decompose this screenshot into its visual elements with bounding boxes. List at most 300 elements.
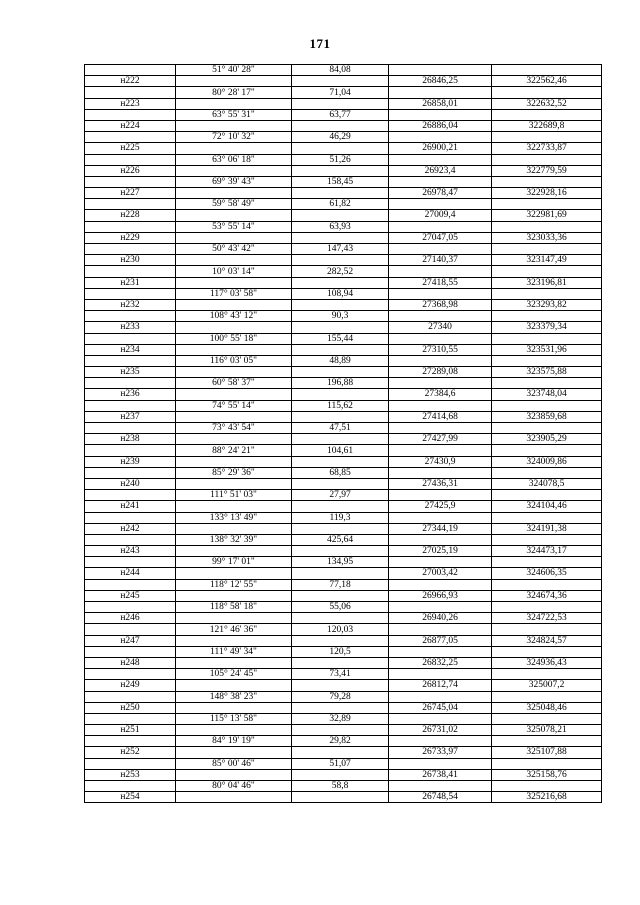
y-coordinate-cell bbox=[492, 781, 602, 792]
y-coordinate-cell bbox=[492, 713, 602, 724]
table-row bbox=[85, 188, 602, 199]
segment-length-cell bbox=[292, 523, 389, 534]
segment-length-cell: 71,04 bbox=[292, 87, 389, 98]
direction-angle-cell: 69° 39' 43" bbox=[176, 176, 292, 187]
x-coordinate-cell: 26738,41 bbox=[389, 769, 492, 780]
segment-length-cell bbox=[292, 657, 389, 668]
segment-length-cell bbox=[292, 299, 389, 310]
direction-angle-cell bbox=[176, 165, 292, 176]
segment-length-cell bbox=[292, 478, 389, 489]
direction-angle-cell bbox=[176, 255, 292, 266]
y-coordinate-cell: 325216,68 bbox=[492, 792, 602, 803]
y-coordinate-cell bbox=[492, 579, 602, 590]
point-name-cell: н224 bbox=[85, 120, 176, 131]
table-row bbox=[85, 221, 602, 232]
x-coordinate-cell bbox=[389, 378, 492, 389]
y-coordinate-cell: 323293,82 bbox=[492, 299, 602, 310]
x-coordinate-cell: 26940,26 bbox=[389, 613, 492, 624]
segment-length-cell bbox=[292, 546, 389, 557]
x-coordinate-cell bbox=[389, 221, 492, 232]
table-row bbox=[85, 210, 602, 221]
x-coordinate-cell bbox=[389, 355, 492, 366]
y-coordinate-cell bbox=[492, 467, 602, 478]
y-coordinate-cell bbox=[492, 87, 602, 98]
y-coordinate-cell: 324606,35 bbox=[492, 568, 602, 579]
x-coordinate-cell: 27289,08 bbox=[389, 367, 492, 378]
table-row bbox=[85, 87, 602, 98]
table-row bbox=[85, 501, 602, 512]
table-row bbox=[85, 713, 602, 724]
direction-angle-cell bbox=[176, 76, 292, 87]
direction-angle-cell bbox=[176, 456, 292, 467]
table-row bbox=[85, 702, 602, 713]
direction-angle-cell bbox=[176, 344, 292, 355]
y-coordinate-cell bbox=[492, 423, 602, 434]
x-coordinate-cell bbox=[389, 445, 492, 456]
x-coordinate-cell bbox=[389, 87, 492, 98]
y-coordinate-cell: 324936,43 bbox=[492, 657, 602, 668]
point-name-cell: н236 bbox=[85, 389, 176, 400]
direction-angle-cell: 85° 29' 36" bbox=[176, 467, 292, 478]
y-coordinate-cell: 324824,57 bbox=[492, 635, 602, 646]
y-coordinate-cell bbox=[492, 378, 602, 389]
y-coordinate-cell: 325007,2 bbox=[492, 680, 602, 691]
table-row bbox=[85, 613, 602, 624]
point-name-cell bbox=[85, 65, 176, 76]
y-coordinate-cell: 323531,96 bbox=[492, 344, 602, 355]
y-coordinate-cell: 323748,04 bbox=[492, 389, 602, 400]
x-coordinate-cell: 27025,19 bbox=[389, 546, 492, 557]
point-name-cell: н254 bbox=[85, 792, 176, 803]
x-coordinate-cell: 27436,31 bbox=[389, 478, 492, 489]
y-coordinate-cell bbox=[492, 400, 602, 411]
table-row bbox=[85, 747, 602, 758]
direction-angle-cell: 148° 38' 23" bbox=[176, 691, 292, 702]
table-row bbox=[85, 411, 602, 422]
point-name-cell bbox=[85, 758, 176, 769]
table-row bbox=[85, 725, 602, 736]
segment-length-cell: 425,64 bbox=[292, 534, 389, 545]
segment-length-cell: 79,28 bbox=[292, 691, 389, 702]
direction-angle-cell bbox=[176, 702, 292, 713]
x-coordinate-cell: 27009,4 bbox=[389, 210, 492, 221]
direction-angle-cell: 111° 51' 03" bbox=[176, 490, 292, 501]
table-row bbox=[85, 154, 602, 165]
y-coordinate-cell bbox=[492, 311, 602, 322]
segment-length-cell bbox=[292, 456, 389, 467]
y-coordinate-cell: 323905,29 bbox=[492, 434, 602, 445]
table-row bbox=[85, 311, 602, 322]
x-coordinate-cell bbox=[389, 713, 492, 724]
y-coordinate-cell: 322779,59 bbox=[492, 165, 602, 176]
table-row bbox=[85, 98, 602, 109]
direction-angle-cell bbox=[176, 523, 292, 534]
point-name-cell: н229 bbox=[85, 232, 176, 243]
point-name-cell bbox=[85, 423, 176, 434]
point-name-cell bbox=[85, 579, 176, 590]
table-row bbox=[85, 669, 602, 680]
direction-angle-cell bbox=[176, 747, 292, 758]
y-coordinate-cell: 323379,34 bbox=[492, 322, 602, 333]
y-coordinate-cell: 323147,49 bbox=[492, 255, 602, 266]
segment-length-cell: 51,07 bbox=[292, 758, 389, 769]
page-number: 171 bbox=[309, 36, 331, 51]
direction-angle-cell: 117° 03' 58" bbox=[176, 288, 292, 299]
segment-length-cell bbox=[292, 188, 389, 199]
table-row bbox=[85, 143, 602, 154]
direction-angle-cell: 116° 03' 05" bbox=[176, 355, 292, 366]
x-coordinate-cell: 26886,04 bbox=[389, 120, 492, 131]
x-coordinate-cell: 26858,01 bbox=[389, 98, 492, 109]
y-coordinate-cell: 324104,46 bbox=[492, 501, 602, 512]
x-coordinate-cell: 27425,9 bbox=[389, 501, 492, 512]
y-coordinate-cell: 325078,21 bbox=[492, 725, 602, 736]
point-name-cell: н237 bbox=[85, 411, 176, 422]
point-name-cell bbox=[85, 87, 176, 98]
table-row bbox=[85, 266, 602, 277]
point-name-cell bbox=[85, 109, 176, 120]
direction-angle-cell bbox=[176, 792, 292, 803]
x-coordinate-cell: 26923,4 bbox=[389, 165, 492, 176]
table-row bbox=[85, 76, 602, 87]
segment-length-cell bbox=[292, 76, 389, 87]
direction-angle-cell: 59° 58' 49" bbox=[176, 199, 292, 210]
segment-length-cell: 282,52 bbox=[292, 266, 389, 277]
table-row bbox=[85, 490, 602, 501]
segment-length-cell: 84,08 bbox=[292, 65, 389, 76]
table-row bbox=[85, 546, 602, 557]
x-coordinate-cell bbox=[389, 624, 492, 635]
point-name-cell: н251 bbox=[85, 725, 176, 736]
x-coordinate-cell bbox=[389, 288, 492, 299]
direction-angle-cell: 63° 55' 31" bbox=[176, 109, 292, 120]
x-coordinate-cell: 26812,74 bbox=[389, 680, 492, 691]
y-coordinate-cell: 324473,17 bbox=[492, 546, 602, 557]
point-name-cell bbox=[85, 646, 176, 657]
table-row bbox=[85, 792, 602, 803]
point-name-cell: н246 bbox=[85, 613, 176, 624]
direction-angle-cell: 51° 40' 28" bbox=[176, 65, 292, 76]
point-name-cell: н230 bbox=[85, 255, 176, 266]
y-coordinate-cell bbox=[492, 355, 602, 366]
table-row bbox=[85, 244, 602, 255]
direction-angle-cell: 73° 43' 54" bbox=[176, 423, 292, 434]
y-coordinate-cell bbox=[492, 221, 602, 232]
table-row bbox=[85, 736, 602, 747]
table-row bbox=[85, 512, 602, 523]
table-row bbox=[85, 434, 602, 445]
direction-angle-cell bbox=[176, 277, 292, 288]
direction-angle-cell bbox=[176, 232, 292, 243]
segment-length-cell: 108,94 bbox=[292, 288, 389, 299]
table-row bbox=[85, 132, 602, 143]
point-name-cell bbox=[85, 333, 176, 344]
direction-angle-cell: 80° 28' 17" bbox=[176, 87, 292, 98]
x-coordinate-cell bbox=[389, 199, 492, 210]
segment-length-cell bbox=[292, 277, 389, 288]
point-name-cell: н228 bbox=[85, 210, 176, 221]
x-coordinate-cell bbox=[389, 333, 492, 344]
point-name-cell: н234 bbox=[85, 344, 176, 355]
point-name-cell bbox=[85, 557, 176, 568]
x-coordinate-cell: 26731,02 bbox=[389, 725, 492, 736]
direction-angle-cell: 138° 32' 39" bbox=[176, 534, 292, 545]
table-row bbox=[85, 199, 602, 210]
direction-angle-cell: 88° 24' 21" bbox=[176, 445, 292, 456]
x-coordinate-cell bbox=[389, 512, 492, 523]
table-row bbox=[85, 657, 602, 668]
segment-length-cell bbox=[292, 255, 389, 266]
point-name-cell bbox=[85, 378, 176, 389]
direction-angle-cell: 80° 04' 46" bbox=[176, 781, 292, 792]
x-coordinate-cell bbox=[389, 244, 492, 255]
segment-length-cell: 68,85 bbox=[292, 467, 389, 478]
table-row bbox=[85, 367, 602, 378]
point-name-cell: н240 bbox=[85, 478, 176, 489]
y-coordinate-cell bbox=[492, 176, 602, 187]
table-row bbox=[85, 456, 602, 467]
direction-angle-cell bbox=[176, 635, 292, 646]
direction-angle-cell: 105° 24' 45" bbox=[176, 669, 292, 680]
segment-length-cell bbox=[292, 232, 389, 243]
direction-angle-cell bbox=[176, 143, 292, 154]
point-name-cell: н245 bbox=[85, 590, 176, 601]
x-coordinate-cell: 27140,37 bbox=[389, 255, 492, 266]
y-coordinate-cell: 324078,5 bbox=[492, 478, 602, 489]
point-name-cell bbox=[85, 288, 176, 299]
table-row bbox=[85, 176, 602, 187]
table-row bbox=[85, 344, 602, 355]
y-coordinate-cell bbox=[492, 154, 602, 165]
coordinates-table-body bbox=[85, 65, 602, 803]
direction-angle-cell bbox=[176, 98, 292, 109]
point-name-cell bbox=[85, 602, 176, 613]
point-name-cell: н242 bbox=[85, 523, 176, 534]
point-name-cell: н238 bbox=[85, 434, 176, 445]
table-row bbox=[85, 602, 602, 613]
direction-angle-cell bbox=[176, 120, 292, 131]
table-row bbox=[85, 378, 602, 389]
segment-length-cell: 155,44 bbox=[292, 333, 389, 344]
table-row bbox=[85, 277, 602, 288]
y-coordinate-cell: 322689,8 bbox=[492, 120, 602, 131]
y-coordinate-cell: 323196,81 bbox=[492, 277, 602, 288]
point-name-cell bbox=[85, 176, 176, 187]
x-coordinate-cell bbox=[389, 691, 492, 702]
segment-length-cell bbox=[292, 98, 389, 109]
point-name-cell bbox=[85, 691, 176, 702]
y-coordinate-cell bbox=[492, 490, 602, 501]
x-coordinate-cell: 26846,25 bbox=[389, 76, 492, 87]
y-coordinate-cell: 323033,36 bbox=[492, 232, 602, 243]
point-name-cell: н233 bbox=[85, 322, 176, 333]
direction-angle-cell bbox=[176, 322, 292, 333]
direction-angle-cell: 74° 55' 14" bbox=[176, 400, 292, 411]
x-coordinate-cell: 26748,54 bbox=[389, 792, 492, 803]
direction-angle-cell: 118° 12' 55" bbox=[176, 579, 292, 590]
x-coordinate-cell: 27003,42 bbox=[389, 568, 492, 579]
x-coordinate-cell: 26978,47 bbox=[389, 188, 492, 199]
point-name-cell bbox=[85, 311, 176, 322]
x-coordinate-cell bbox=[389, 557, 492, 568]
point-name-cell: н222 bbox=[85, 76, 176, 87]
point-name-cell: н252 bbox=[85, 747, 176, 758]
table-row bbox=[85, 680, 602, 691]
direction-angle-cell: 84° 19' 19" bbox=[176, 736, 292, 747]
table-row bbox=[85, 109, 602, 120]
point-name-cell bbox=[85, 132, 176, 143]
direction-angle-cell: 118° 58' 18" bbox=[176, 602, 292, 613]
direction-angle-cell bbox=[176, 590, 292, 601]
point-name-cell: н226 bbox=[85, 165, 176, 176]
segment-length-cell bbox=[292, 590, 389, 601]
segment-length-cell: 77,18 bbox=[292, 579, 389, 590]
direction-angle-cell: 85° 00' 46" bbox=[176, 758, 292, 769]
point-name-cell: н244 bbox=[85, 568, 176, 579]
x-coordinate-cell bbox=[389, 490, 492, 501]
x-coordinate-cell: 26745,04 bbox=[389, 702, 492, 713]
y-coordinate-cell bbox=[492, 534, 602, 545]
y-coordinate-cell: 323859,68 bbox=[492, 411, 602, 422]
y-coordinate-cell bbox=[492, 602, 602, 613]
segment-length-cell: 27,97 bbox=[292, 490, 389, 501]
point-name-cell bbox=[85, 490, 176, 501]
point-name-cell bbox=[85, 244, 176, 255]
segment-length-cell bbox=[292, 613, 389, 624]
y-coordinate-cell: 324722,53 bbox=[492, 613, 602, 624]
x-coordinate-cell bbox=[389, 423, 492, 434]
x-coordinate-cell bbox=[389, 109, 492, 120]
x-coordinate-cell bbox=[389, 579, 492, 590]
table-row bbox=[85, 120, 602, 131]
table-row bbox=[85, 467, 602, 478]
segment-length-cell bbox=[292, 434, 389, 445]
segment-length-cell: 61,82 bbox=[292, 199, 389, 210]
table-row bbox=[85, 423, 602, 434]
x-coordinate-cell bbox=[389, 736, 492, 747]
y-coordinate-cell bbox=[492, 109, 602, 120]
segment-length-cell bbox=[292, 725, 389, 736]
segment-length-cell bbox=[292, 143, 389, 154]
direction-angle-cell: 72° 10' 32" bbox=[176, 132, 292, 143]
y-coordinate-cell: 325158,76 bbox=[492, 769, 602, 780]
y-coordinate-cell bbox=[492, 244, 602, 255]
table-row bbox=[85, 445, 602, 456]
table-row bbox=[85, 758, 602, 769]
point-name-cell: н231 bbox=[85, 277, 176, 288]
coordinates-table bbox=[84, 64, 602, 803]
segment-length-cell bbox=[292, 411, 389, 422]
segment-length-cell: 104,61 bbox=[292, 445, 389, 456]
point-name-cell bbox=[85, 355, 176, 366]
point-name-cell: н250 bbox=[85, 702, 176, 713]
point-name-cell bbox=[85, 534, 176, 545]
direction-angle-cell: 111° 49' 34" bbox=[176, 646, 292, 657]
segment-length-cell bbox=[292, 389, 389, 400]
point-name-cell: н235 bbox=[85, 367, 176, 378]
x-coordinate-cell: 27418,55 bbox=[389, 277, 492, 288]
table-row bbox=[85, 389, 602, 400]
point-name-cell: н223 bbox=[85, 98, 176, 109]
segment-length-cell: 120,5 bbox=[292, 646, 389, 657]
y-coordinate-cell: 322562,46 bbox=[492, 76, 602, 87]
x-coordinate-cell: 27384,6 bbox=[389, 389, 492, 400]
segment-length-cell: 63,77 bbox=[292, 109, 389, 120]
direction-angle-cell bbox=[176, 367, 292, 378]
direction-angle-cell bbox=[176, 188, 292, 199]
segment-length-cell: 147,43 bbox=[292, 244, 389, 255]
table-row bbox=[85, 255, 602, 266]
y-coordinate-cell: 322928,16 bbox=[492, 188, 602, 199]
x-coordinate-cell: 27430,9 bbox=[389, 456, 492, 467]
direction-angle-cell: 100° 55' 18" bbox=[176, 333, 292, 344]
direction-angle-cell bbox=[176, 725, 292, 736]
x-coordinate-cell: 26877,05 bbox=[389, 635, 492, 646]
point-name-cell bbox=[85, 781, 176, 792]
point-name-cell bbox=[85, 467, 176, 478]
segment-length-cell: 73,41 bbox=[292, 669, 389, 680]
table-row bbox=[85, 523, 602, 534]
direction-angle-cell: 53° 55' 14" bbox=[176, 221, 292, 232]
direction-angle-cell: 10° 03' 14" bbox=[176, 266, 292, 277]
x-coordinate-cell bbox=[389, 781, 492, 792]
direction-angle-cell: 115° 13' 58" bbox=[176, 713, 292, 724]
y-coordinate-cell bbox=[492, 199, 602, 210]
point-name-cell bbox=[85, 266, 176, 277]
point-name-cell: н227 bbox=[85, 188, 176, 199]
y-coordinate-cell: 322981,69 bbox=[492, 210, 602, 221]
y-coordinate-cell bbox=[492, 266, 602, 277]
x-coordinate-cell bbox=[389, 311, 492, 322]
direction-angle-cell bbox=[176, 389, 292, 400]
table-row bbox=[85, 557, 602, 568]
segment-length-cell: 48,89 bbox=[292, 355, 389, 366]
y-coordinate-cell bbox=[492, 736, 602, 747]
y-coordinate-cell bbox=[492, 333, 602, 344]
x-coordinate-cell: 27344,19 bbox=[389, 523, 492, 534]
y-coordinate-cell: 322632,52 bbox=[492, 98, 602, 109]
direction-angle-cell: 108° 43' 12" bbox=[176, 311, 292, 322]
table-row bbox=[85, 590, 602, 601]
y-coordinate-cell bbox=[492, 646, 602, 657]
segment-length-cell bbox=[292, 792, 389, 803]
y-coordinate-cell bbox=[492, 691, 602, 702]
segment-length-cell: 51,26 bbox=[292, 154, 389, 165]
segment-length-cell bbox=[292, 635, 389, 646]
direction-angle-cell bbox=[176, 769, 292, 780]
point-name-cell bbox=[85, 199, 176, 210]
x-coordinate-cell bbox=[389, 132, 492, 143]
x-coordinate-cell: 26733,97 bbox=[389, 747, 492, 758]
y-coordinate-cell: 325107,88 bbox=[492, 747, 602, 758]
segment-length-cell bbox=[292, 344, 389, 355]
direction-angle-cell: 121° 46' 36" bbox=[176, 624, 292, 635]
direction-angle-cell: 63° 06' 18" bbox=[176, 154, 292, 165]
segment-length-cell: 120,03 bbox=[292, 624, 389, 635]
direction-angle-cell: 133° 13' 49" bbox=[176, 512, 292, 523]
x-coordinate-cell: 27368,98 bbox=[389, 299, 492, 310]
direction-angle-cell bbox=[176, 210, 292, 221]
segment-length-cell bbox=[292, 165, 389, 176]
segment-length-cell: 119,3 bbox=[292, 512, 389, 523]
point-name-cell bbox=[85, 736, 176, 747]
y-coordinate-cell: 324009,86 bbox=[492, 456, 602, 467]
x-coordinate-cell bbox=[389, 176, 492, 187]
table-row bbox=[85, 478, 602, 489]
x-coordinate-cell bbox=[389, 534, 492, 545]
segment-length-cell: 58,8 bbox=[292, 781, 389, 792]
table-row bbox=[85, 165, 602, 176]
